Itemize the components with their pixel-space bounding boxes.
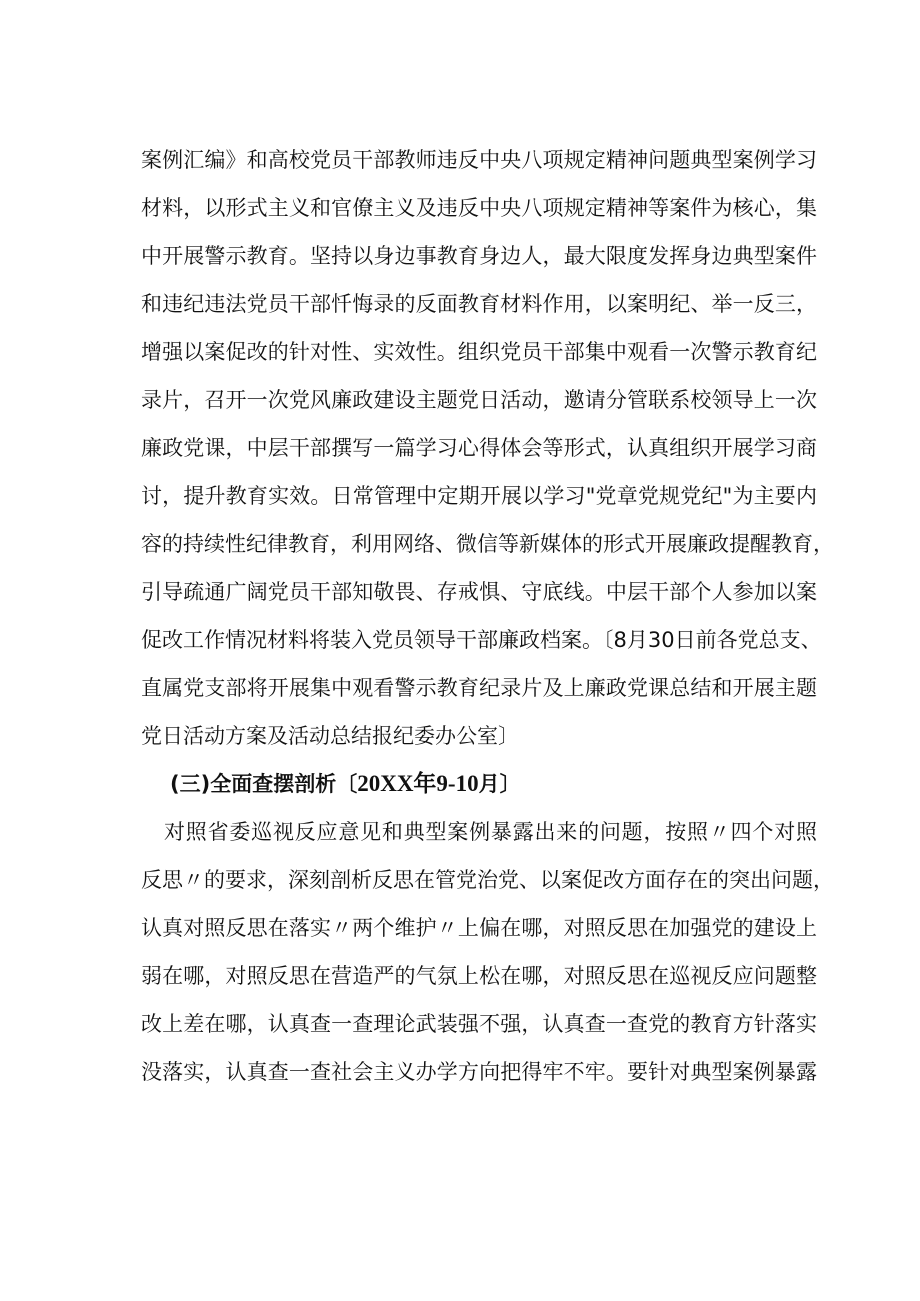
paragraph-line: 中开展警示教育。坚持以身边事教育身边人，最大限度发挥身边典型案件: [141, 244, 817, 268]
heading-suffix: 月〕: [478, 772, 521, 796]
paragraph-line: 案例汇编》和高校党员干部教师违反中央八项规定精神问题典型案例学习: [141, 148, 817, 172]
paragraph-line: 讨，提升教育实效。日常管理中定期开展以学习"党章党规党纪"为主要内: [141, 484, 817, 508]
paragraph-line: 没落实，认真查一查社会主义办学方向把得牢不牢。要针对典型案例暴露: [141, 1060, 817, 1084]
paragraph-line: 增强以案促改的针对性、实效性。组织党员干部集中观看一次警示教育纪: [141, 340, 817, 364]
heading-date: 20XX年9-10: [357, 771, 479, 796]
paragraph-line-indented: 对照省委巡视反应意见和典型案例暴露出来的问题，按照〃四个对照: [164, 820, 817, 844]
heading-prefix: (三)全面查摆剖析〔: [170, 772, 358, 796]
paragraph-line: 认真对照反思在落实〃两个维护〃上偏在哪，对照反思在加强党的建设上: [141, 916, 817, 940]
paragraph-line: 容的持续性纪律教育，利用网络、微信等新媒体的形式开展廉政提醒教育，: [141, 532, 834, 556]
paragraph-line: 材料，以形式主义和官僚主义及违反中央八项规定精神等案件为核心，集: [141, 196, 817, 220]
paragraph-line: 反思〃的要求，深刻剖析反思在管党治党、以案促改方面存在的突出问题，: [141, 868, 834, 892]
paragraph-line: 和违纪违法党员干部忏悔录的反面教育材料作用，以案明纪、举一反三，: [141, 292, 817, 316]
section-heading: [170, 770, 521, 798]
paragraph-line: 弱在哪，对照反思在营造严的气氛上松在哪，对照反思在巡视反应问题整: [141, 964, 817, 988]
paragraph-line: 引导疏通广阔党员干部知敬畏、存戒惧、守底线。中层干部个人参加以案: [141, 580, 817, 604]
paragraph-line: 录片，召开一次党风廉政建设主题党日活动，邀请分管联系校领导上一次: [141, 388, 817, 412]
paragraph-line: 促改工作情况材料将装入党员领导干部廉政档案。〔8月30日前各党总支、: [141, 628, 822, 652]
paragraph-line: 廉政党课，中层干部撰写一篇学习心得体会等形式，认真组织开展学习商: [141, 436, 817, 460]
paragraph-line: 直属党支部将开展集中观看警示教育纪录片及上廉政党课总结和开展主题: [141, 676, 817, 700]
paragraph-line-last: 党日活动方案及活动总结报纪委办公室〕: [141, 724, 519, 748]
paragraph-line: 改上差在哪，认真查一查理论武装强不强，认真查一查党的教育方针落实: [141, 1012, 817, 1036]
